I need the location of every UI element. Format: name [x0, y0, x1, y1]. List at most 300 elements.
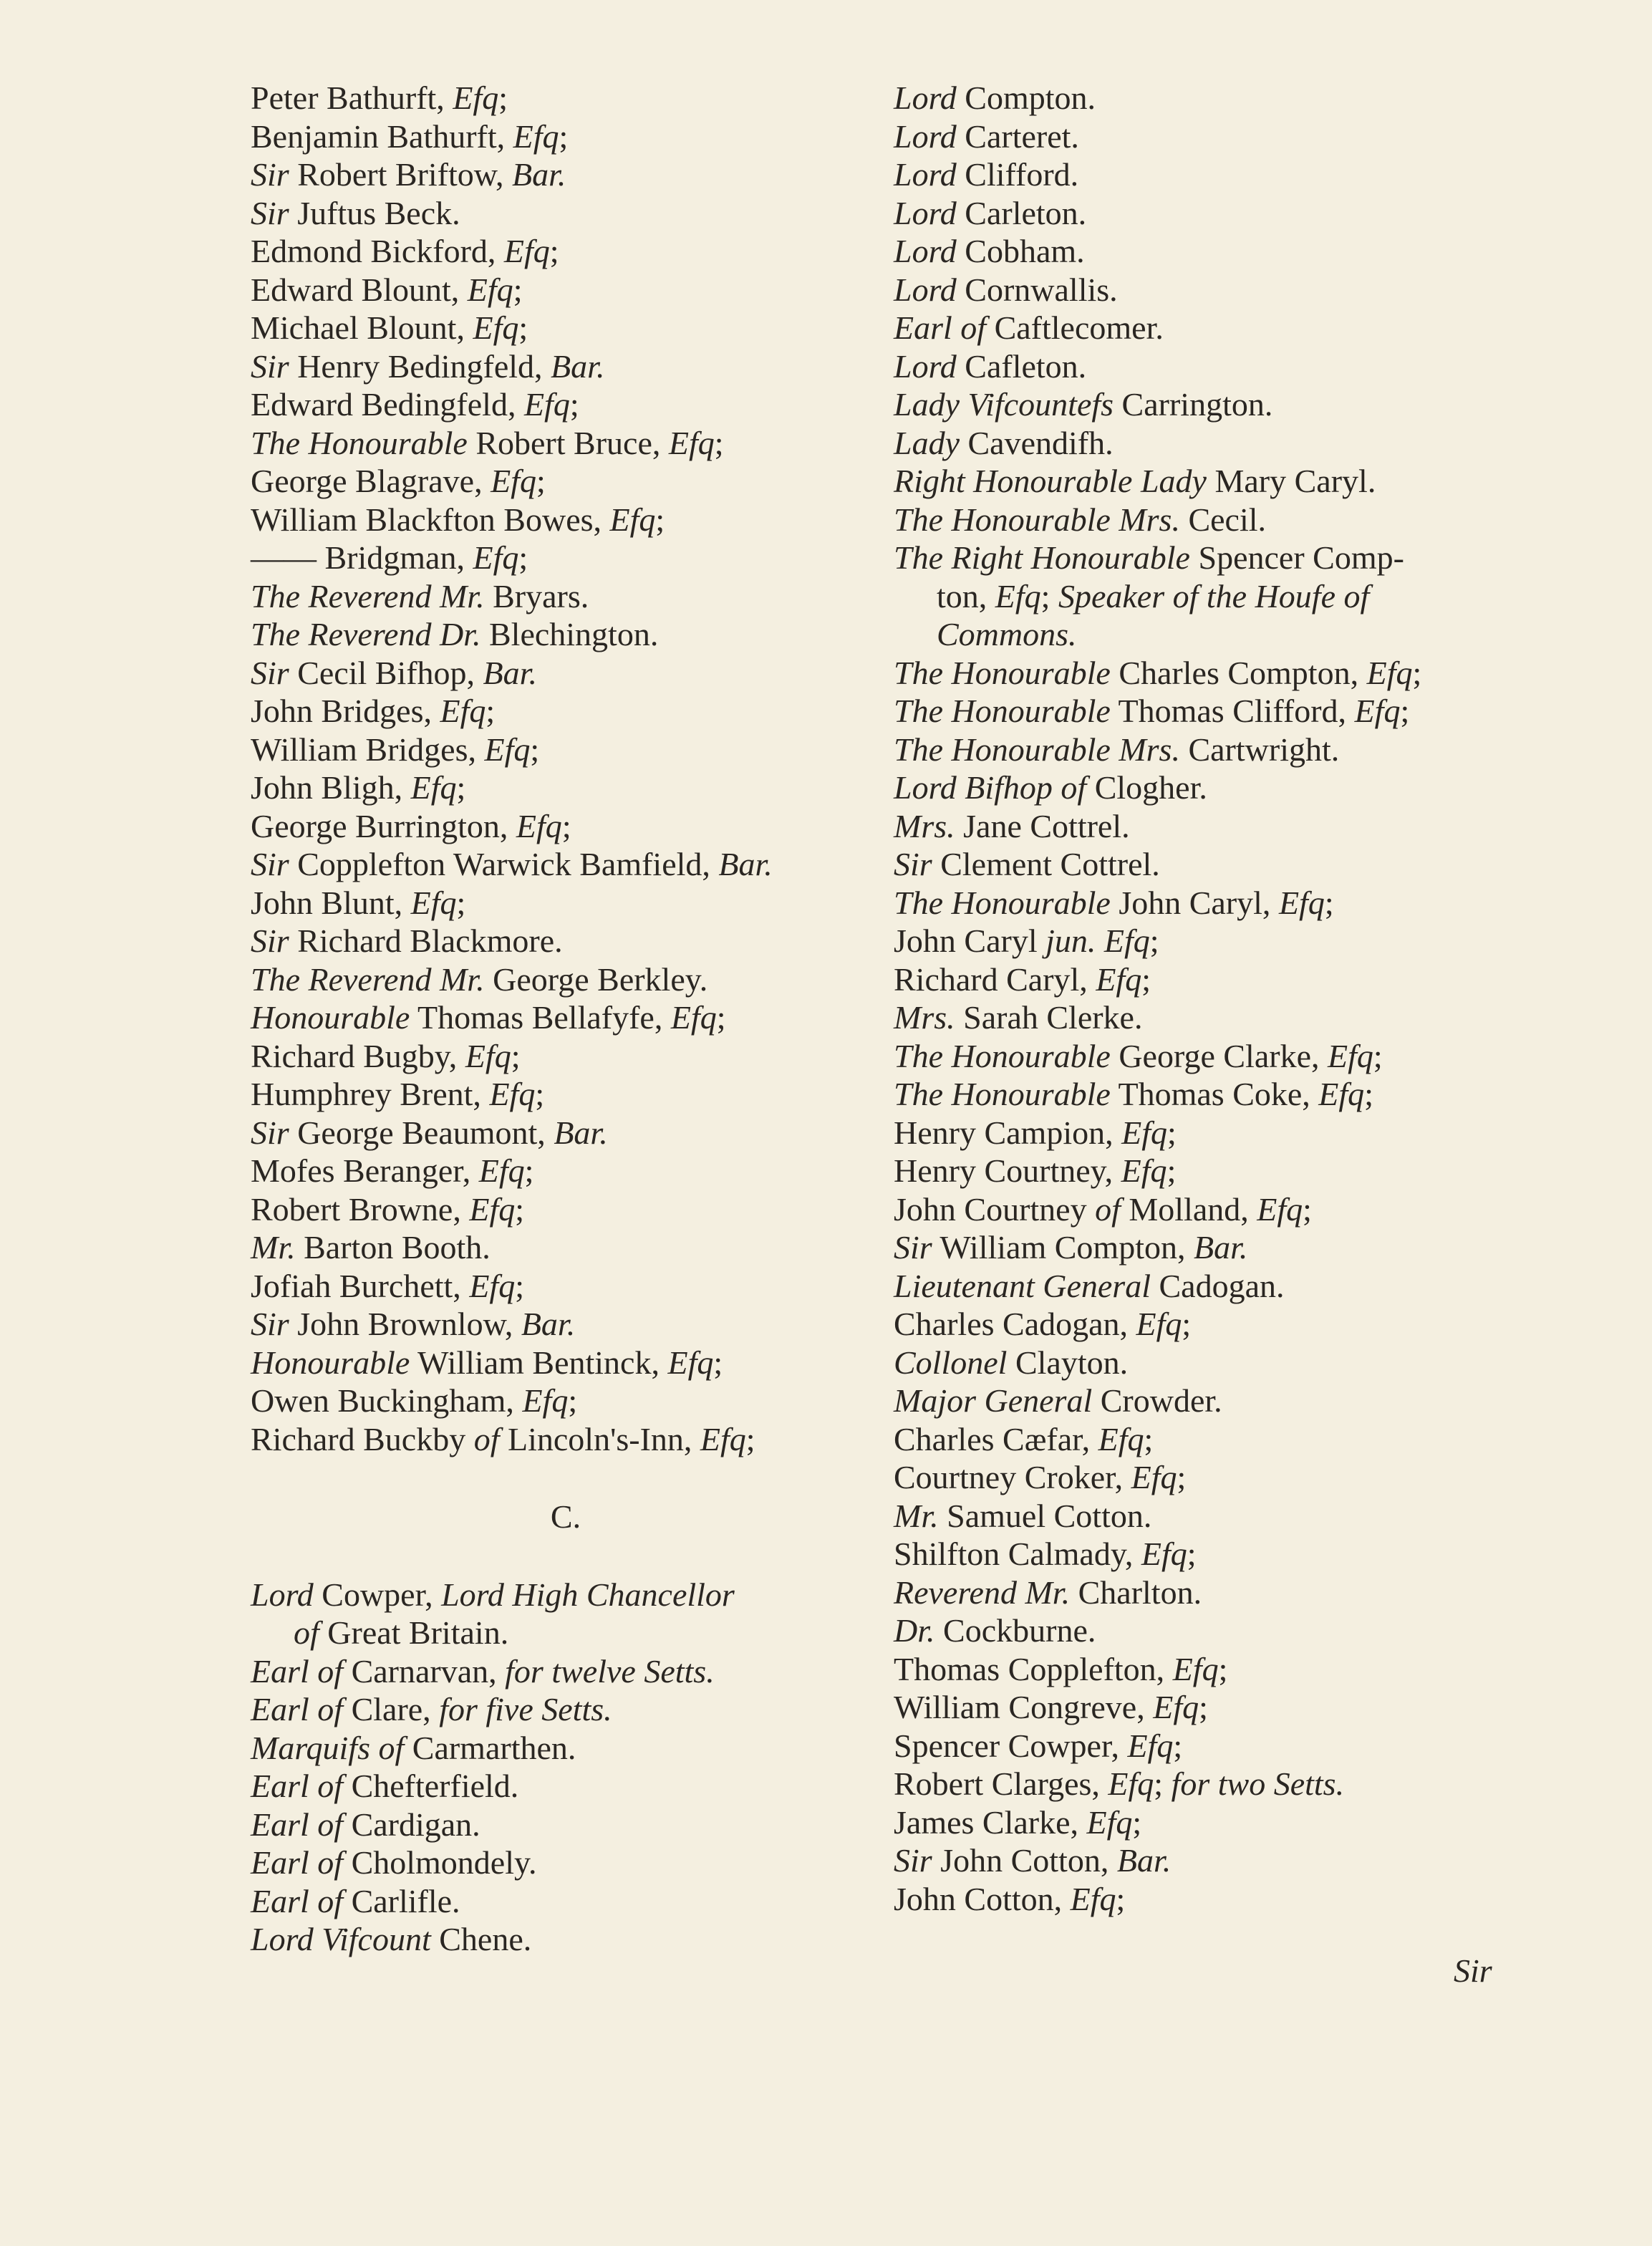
roman-text: Robert Briftow,	[289, 156, 512, 193]
subscriber-entry	[251, 1806, 881, 1844]
italic-text: The Right Honourable	[894, 539, 1190, 576]
roman-text: William Congreve,	[894, 1689, 1154, 1725]
italic-text: Efq	[667, 1344, 714, 1381]
italic-text: Lord	[894, 233, 957, 269]
subscriber-entry	[894, 271, 1552, 309]
subscriber-entry	[894, 462, 1552, 501]
italic-text: The Reverend Mr.	[251, 960, 485, 998]
roman-text: Cowper,	[313, 1576, 442, 1613]
subscriber-entry	[894, 1497, 1552, 1536]
italic-text: Efq	[491, 463, 536, 499]
subscriber-entry	[251, 615, 881, 654]
italic-text: Sir	[251, 654, 289, 691]
italic-text: Efq	[1131, 1459, 1177, 1495]
roman-text: Carlifle.	[343, 1882, 460, 1919]
italic-text: The Honourable	[894, 884, 1111, 921]
italic-text: Efq	[1354, 693, 1401, 729]
italic-text: Efq	[503, 233, 550, 269]
roman-text: Michael Blount,	[251, 309, 473, 346]
italic-text: The Honourable Mrs.	[894, 731, 1180, 768]
roman-text: Edward Blount,	[251, 271, 468, 308]
roman-text: Benjamin Bathurft,	[251, 117, 513, 155]
roman-text: James Clarke,	[894, 1803, 1087, 1841]
subscriber-entry	[251, 1920, 881, 1959]
roman-text: Carrington.	[1114, 386, 1273, 423]
subscriber-entry	[894, 998, 1552, 1037]
italic-text: Honourable	[251, 999, 410, 1036]
italic-text: Efq	[609, 501, 656, 538]
subscriber-entry	[894, 692, 1552, 731]
subscriber-entry	[894, 1535, 1552, 1573]
subscriber-entry	[251, 1305, 881, 1344]
subscriber-entry	[251, 1576, 881, 1614]
roman-text: Great Britain.	[319, 1614, 509, 1651]
roman-text: ;	[511, 1037, 521, 1074]
roman-text: Spencer Comp-	[1189, 539, 1404, 576]
roman-text: ;	[518, 539, 528, 576]
subscriber-entry	[251, 309, 881, 347]
roman-text: ton,	[937, 577, 995, 614]
italic-text: Sir	[251, 347, 289, 385]
roman-text: Edmond Bickford,	[251, 233, 504, 269]
subscriber-entry	[251, 462, 881, 501]
subscriber-entry	[251, 1152, 881, 1190]
roman-text: Mofes Beranger,	[251, 1152, 479, 1189]
roman-text: George Burrington,	[251, 807, 516, 844]
subscriber-entry	[894, 1267, 1552, 1306]
roman-text: Jofiah Burchett,	[251, 1267, 470, 1304]
italic-text: Marquifs of	[251, 1729, 405, 1766]
italic-text: Efq	[1108, 1765, 1154, 1802]
subscriber-entry	[894, 539, 1552, 577]
subscriber-entry	[251, 731, 881, 769]
italic-text: The Reverend Mr.	[251, 577, 485, 614]
subscriber-entry	[894, 501, 1552, 539]
roman-text: John Bligh,	[251, 769, 411, 806]
roman-text: Bryars.	[484, 577, 589, 614]
roman-text: George Clarke,	[1110, 1037, 1328, 1074]
roman-text: Humphrey Brent,	[251, 1076, 490, 1112]
roman-text: Richard Blackmore.	[289, 922, 563, 959]
roman-text: Clogher.	[1086, 769, 1207, 806]
roman-text: ;	[655, 501, 665, 538]
roman-text: Molland,	[1120, 1190, 1257, 1228]
italic-text: for two Setts.	[1171, 1765, 1345, 1802]
subscriber-entry	[251, 768, 881, 807]
roman-text: George Beaumont,	[289, 1114, 554, 1151]
subscriber-entry	[251, 1420, 881, 1459]
subscriber-entry	[251, 654, 881, 693]
subscriber-entry	[251, 692, 881, 731]
italic-text: Efq	[1096, 960, 1142, 998]
roman-text: Robert Bruce,	[467, 424, 669, 461]
subscriber-list-left-column	[251, 79, 881, 1959]
italic-text: Earl of	[251, 1652, 344, 1690]
subscriber-entry	[894, 1841, 1552, 1880]
italic-text: The Honourable	[894, 654, 1111, 691]
roman-text: Cecil.	[1179, 501, 1267, 538]
italic-text: Earl of	[251, 1691, 344, 1727]
roman-text: George Blagrave,	[251, 463, 491, 499]
roman-text: ;	[745, 1420, 755, 1457]
subscriber-entry	[251, 1729, 881, 1768]
subscriber-entry	[251, 1690, 881, 1729]
subscriber-entry	[894, 1765, 1552, 1803]
italic-text: Lord Vifcount	[251, 1921, 431, 1957]
italic-text: Honourable	[251, 1344, 410, 1381]
roman-text: Carleton.	[956, 194, 1087, 231]
roman-text: Thomas Bellafyfe,	[410, 999, 671, 1036]
subscriber-entry	[251, 1190, 881, 1229]
roman-text: ;	[1149, 922, 1159, 959]
roman-text: ;	[1144, 1420, 1154, 1457]
italic-text: Efq	[1366, 654, 1413, 691]
roman-text: Caftlecomer.	[986, 309, 1164, 346]
roman-text: Thomas Copplefton,	[894, 1650, 1173, 1687]
italic-text: Mr.	[251, 1229, 296, 1266]
roman-text: ;	[1218, 1650, 1228, 1687]
subscriber-entry	[894, 1727, 1552, 1765]
subscriber-entry	[894, 1420, 1552, 1459]
italic-text: for five Setts.	[439, 1691, 612, 1727]
italic-text: Efq	[523, 386, 570, 423]
italic-text: Efq	[1257, 1190, 1303, 1228]
italic-text: Efq	[1086, 1803, 1133, 1841]
roman-text: Lincoln's-Inn,	[499, 1420, 700, 1457]
roman-text: Robert Clarges,	[894, 1765, 1108, 1802]
roman-text: Clement Cottrel.	[932, 846, 1160, 882]
italic-text: Lady	[894, 424, 960, 461]
subscriber-entry	[894, 807, 1552, 846]
roman-text: ;	[1141, 960, 1151, 998]
roman-text: Cardigan.	[343, 1806, 480, 1843]
italic-text: Efq	[1318, 1076, 1365, 1112]
subscriber-entry	[251, 1075, 881, 1114]
roman-text: ;	[1154, 1765, 1172, 1802]
roman-text: Cavendifh.	[960, 424, 1114, 461]
italic-text: Right Honourable Lady	[894, 463, 1207, 499]
italic-text: Efq	[465, 1037, 511, 1074]
roman-text: Shilfton Calmady,	[894, 1536, 1141, 1572]
italic-text: Sir	[894, 846, 932, 882]
roman-text: Carnarvan,	[343, 1652, 506, 1690]
italic-text: Bar.	[512, 156, 566, 193]
italic-text: Efq	[484, 731, 531, 768]
italic-text: Earl of	[251, 1844, 344, 1881]
subscriber-entry	[894, 232, 1552, 271]
subscriber-entry	[894, 424, 1552, 463]
section-heading	[251, 1458, 881, 1576]
roman-text: ;	[535, 1076, 545, 1112]
italic-text: Lord	[894, 117, 957, 155]
subscriber-entry	[251, 807, 881, 846]
roman-text: Copplefton Warwick Bamfield,	[289, 846, 719, 882]
roman-text: John Cotton,	[894, 1880, 1071, 1917]
roman-text: Owen Buckingham,	[251, 1382, 523, 1419]
roman-text: Robert Browne,	[251, 1190, 470, 1228]
italic-text: Earl of	[251, 1882, 344, 1919]
roman-text: ;	[536, 463, 546, 499]
italic-text: Lord	[894, 194, 957, 231]
subscriber-entry	[894, 1611, 1552, 1650]
italic-text: Lord	[894, 79, 957, 116]
roman-text: ;	[569, 386, 579, 423]
roman-text: ;	[716, 999, 726, 1036]
italic-text: Bar.	[1194, 1229, 1248, 1266]
subscriber-entry	[251, 884, 881, 922]
subscriber-entry	[894, 194, 1552, 233]
roman-text: ;	[1177, 1459, 1187, 1495]
subscriber-entry	[894, 1152, 1552, 1190]
italic-text: Sir	[894, 1229, 932, 1266]
roman-text: ;	[561, 807, 571, 844]
catchword: Sir	[1454, 1952, 1492, 1989]
subscriber-entry	[894, 1228, 1552, 1267]
italic-text: Mr.	[894, 1497, 939, 1534]
subscriber-entry	[894, 1803, 1552, 1842]
italic-text: Earl of	[251, 1806, 344, 1843]
roman-text: Chefterfield.	[343, 1768, 519, 1804]
roman-text: ;	[1412, 654, 1422, 691]
roman-text: Compton.	[956, 79, 1096, 116]
subscriber-entry	[251, 232, 881, 271]
italic-text: Dr.	[894, 1612, 935, 1649]
italic-text: The Honourable	[894, 1076, 1111, 1112]
italic-text: Lieutenant General	[894, 1267, 1151, 1304]
roman-text: ;	[1187, 1536, 1197, 1572]
italic-text: Bar.	[1116, 1842, 1172, 1879]
roman-text: Cecil Bifhop,	[289, 654, 483, 691]
subscriber-entry	[894, 845, 1552, 884]
roman-text: ;	[1364, 1076, 1373, 1112]
subscriber-entry	[251, 501, 881, 539]
italic-text: Efq	[670, 999, 717, 1036]
italic-text: Efq	[469, 1190, 516, 1228]
roman-text: ;	[524, 1152, 534, 1189]
roman-text: Richard Bugby,	[251, 1037, 465, 1074]
roman-text: Cockburne.	[934, 1612, 1096, 1649]
italic-text: Sir	[251, 846, 289, 882]
roman-text: Courtney Croker,	[894, 1459, 1131, 1495]
subscriber-entry	[894, 1114, 1552, 1152]
roman-text: ;	[1324, 884, 1334, 921]
roman-text: Charles Cadogan,	[894, 1306, 1136, 1342]
roman-text: Charles Compton,	[1110, 654, 1367, 691]
roman-text: ;	[515, 1267, 524, 1304]
italic-text: Efq	[440, 693, 486, 729]
subscriber-entry	[894, 385, 1552, 424]
italic-text: Major General	[894, 1382, 1093, 1419]
italic-text: Efq	[1070, 1880, 1116, 1917]
subscriber-entry	[894, 117, 1552, 156]
roman-text: ;	[515, 1190, 525, 1228]
subscriber-entry	[251, 960, 881, 999]
subscriber-entry	[894, 1190, 1552, 1229]
italic-text: of	[1095, 1190, 1121, 1228]
subscriber-entry	[251, 845, 881, 884]
roman-text: John Caryl,	[1110, 884, 1279, 921]
subscriber-entry	[894, 615, 1552, 654]
subscriber-entry	[251, 117, 881, 156]
roman-text: Barton Booth.	[295, 1229, 491, 1266]
italic-text: The Honourable	[894, 1037, 1111, 1074]
italic-text: Commons.	[937, 616, 1077, 652]
roman-text: ;	[513, 271, 523, 308]
italic-text: jun. Efq	[1045, 922, 1150, 959]
roman-text: ;	[1167, 1114, 1177, 1151]
subscriber-entry	[251, 1114, 881, 1152]
roman-text: ;	[1199, 1689, 1208, 1725]
roman-text: C.	[550, 1498, 581, 1535]
subscriber-entry	[251, 922, 881, 960]
roman-text: William Blackfton Bowes,	[251, 501, 610, 538]
subscriber-entry	[894, 1880, 1552, 1919]
subscriber-entry	[251, 998, 881, 1037]
italic-text: Lord	[251, 1576, 314, 1613]
subscriber-entry	[894, 768, 1552, 807]
subscriber-entry	[251, 385, 881, 424]
roman-text: George Berkley.	[484, 960, 708, 998]
italic-text: Efq	[410, 769, 457, 806]
italic-text: Efq	[513, 117, 559, 155]
roman-text: William Bentinck,	[410, 1344, 668, 1381]
subscriber-entry	[251, 1843, 881, 1882]
subscriber-entry	[894, 1037, 1552, 1076]
italic-text: Efq	[473, 539, 519, 576]
subscriber-entry	[251, 194, 881, 233]
roman-text: John Courtney	[894, 1190, 1096, 1228]
italic-text: Bar.	[483, 654, 537, 691]
subscriber-entry	[251, 1614, 881, 1652]
subscriber-entry	[894, 155, 1552, 194]
italic-text: Bar.	[554, 1114, 608, 1151]
italic-text: Efq	[473, 309, 519, 346]
roman-text: Chene.	[430, 1921, 532, 1957]
subscriber-entry	[894, 884, 1552, 922]
italic-text: Efq	[1327, 1037, 1373, 1074]
italic-text: Efq	[516, 807, 562, 844]
italic-text: Efq	[469, 1267, 516, 1304]
roman-text: ;	[456, 884, 466, 921]
roman-text: Sarah Clerke.	[955, 999, 1143, 1036]
roman-text: ;	[1116, 1880, 1126, 1917]
subscriber-entry	[894, 577, 1552, 616]
roman-text: Cadogan.	[1151, 1267, 1285, 1304]
roman-text: Clayton.	[1007, 1344, 1129, 1381]
italic-text: Efq	[453, 79, 499, 116]
italic-text: Sir	[251, 1114, 289, 1151]
roman-text: ;	[486, 693, 496, 729]
subscriber-entry	[894, 1075, 1552, 1114]
italic-text: Sir	[251, 1306, 289, 1342]
italic-text: Bar.	[521, 1306, 576, 1342]
italic-text: Speaker of the Houfe of	[1058, 577, 1370, 614]
italic-text: Lord	[894, 347, 957, 385]
roman-text: John Cotton,	[932, 1842, 1117, 1879]
italic-text: Efq	[522, 1382, 569, 1419]
roman-text: Cafleton.	[956, 347, 1087, 385]
roman-text: Carteret.	[956, 117, 1079, 155]
subscriber-entry	[251, 577, 881, 616]
roman-text: Edward Bedingfeld,	[251, 386, 524, 423]
subscriber-entry	[251, 79, 881, 117]
subscriber-entry	[251, 1882, 881, 1921]
italic-text: Mrs.	[894, 999, 955, 1036]
italic-text: Efq	[1127, 1727, 1174, 1764]
roman-text: John Brownlow,	[289, 1306, 521, 1342]
italic-text: Sir	[251, 194, 289, 231]
roman-text: Carmarthen.	[404, 1729, 576, 1766]
subscriber-entry	[894, 1458, 1552, 1497]
subscriber-entry	[894, 309, 1552, 347]
subscriber-entry	[251, 1767, 881, 1806]
roman-text: Henry Courtney,	[894, 1152, 1121, 1189]
subscriber-entry	[894, 347, 1552, 386]
subscriber-entry	[894, 1344, 1552, 1382]
subscriber-entry	[251, 155, 881, 194]
subscriber-entry	[894, 1688, 1552, 1727]
roman-text: ;	[1303, 1190, 1312, 1228]
italic-text: The Honourable	[894, 693, 1111, 729]
subscriber-entry	[251, 1228, 881, 1267]
roman-text: John Caryl	[894, 922, 1046, 959]
roman-text: John Blunt,	[251, 884, 411, 921]
subscriber-entry	[251, 539, 881, 577]
roman-text: Thomas Coke,	[1110, 1076, 1319, 1112]
subscriber-entry	[251, 1652, 881, 1691]
roman-text: ;	[518, 309, 528, 346]
italic-text: Efq	[995, 577, 1041, 614]
roman-text: Crowder.	[1092, 1382, 1222, 1419]
roman-text: ;	[498, 79, 508, 116]
subscriber-entry	[251, 424, 881, 463]
roman-text: ;	[713, 1344, 723, 1381]
roman-text: Juftus Beck.	[289, 194, 460, 231]
roman-text: Cobham.	[956, 233, 1085, 269]
italic-text: Collonel	[894, 1344, 1008, 1381]
italic-text: Lord Bifhop of	[894, 769, 1087, 806]
italic-text: Efq	[1153, 1689, 1199, 1725]
roman-text: ;	[1040, 577, 1058, 614]
roman-text: Peter Bathurft,	[251, 79, 453, 116]
roman-text: ;	[549, 233, 559, 269]
roman-text: Richard Caryl,	[894, 960, 1096, 998]
subscriber-entry	[894, 1650, 1552, 1689]
roman-text: Spencer Cowper,	[894, 1727, 1128, 1764]
roman-text: Jane Cottrel.	[955, 807, 1130, 844]
italic-text: Efq	[668, 424, 715, 461]
roman-text: ;	[714, 424, 724, 461]
subscriber-entry	[251, 347, 881, 386]
subscriber-entry	[894, 731, 1552, 769]
roman-text: ;	[530, 731, 540, 768]
roman-text: Samuel Cotton.	[938, 1497, 1152, 1534]
italic-text: Mrs.	[894, 807, 955, 844]
italic-text: The Reverend Dr.	[251, 616, 481, 652]
roman-text: ;	[559, 117, 569, 155]
subscriber-entry	[251, 1267, 881, 1306]
roman-text: Blechington.	[480, 616, 659, 652]
italic-text: Bar.	[718, 846, 773, 882]
roman-text: Mary Caryl.	[1206, 463, 1376, 499]
italic-text: Efq	[1141, 1536, 1187, 1572]
italic-text: Sir	[251, 922, 289, 959]
italic-text: The Honourable Mrs.	[894, 501, 1180, 538]
roman-text: ;	[1173, 1727, 1183, 1764]
subscriber-entry	[251, 1382, 881, 1420]
roman-text: William Compton,	[932, 1229, 1194, 1266]
subscriber-entry	[251, 1037, 881, 1076]
